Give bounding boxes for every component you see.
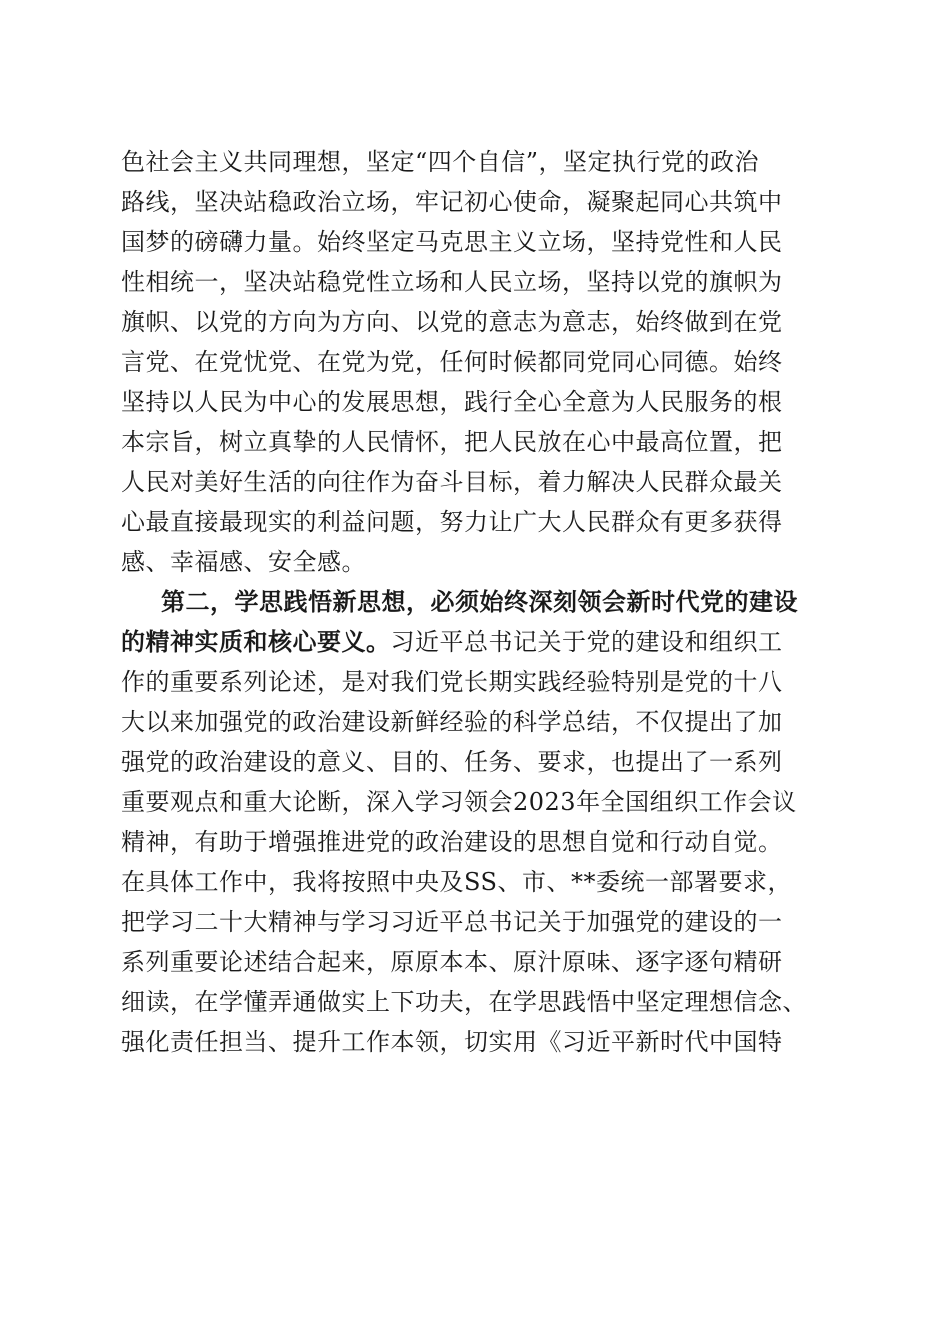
- text-line: [121, 342, 831, 382]
- text-line: [121, 662, 831, 702]
- text-line: [121, 262, 831, 302]
- text-segment: 把学习二十大精神与学习习近平总书记关于加强党的建设的一: [121, 908, 783, 936]
- text-line: [121, 222, 831, 262]
- text-segment: 心最直接最现实的利益问题，努力让广大人民群众有更多获得: [121, 508, 783, 536]
- text-segment: 人民对美好生活的向往作为奋斗目标，着力解决人民群众最关: [121, 468, 783, 496]
- text-line: [121, 422, 831, 462]
- text-segment: 感、幸福感、安全感。: [121, 548, 366, 576]
- text-line: [121, 502, 831, 542]
- text-segment: 言党、在党忧党、在党为党，任何时候都同党同心同德。始终: [121, 348, 783, 376]
- text-line: [121, 1022, 831, 1062]
- text-segment: 强化责任担当、提升工作本领，切实用《习近平新时代中国特: [121, 1028, 783, 1056]
- text-segment: 系列重要论述结合起来，原原本本、原汁原味、逐字逐句精研: [121, 948, 783, 976]
- text-line: [121, 702, 831, 742]
- bold-text-segment: 的精神实质和核心要义。: [121, 627, 391, 656]
- text-line: [121, 782, 831, 822]
- text-segment: 作的重要系列论述，是对我们党长期实践经验特别是党的十八: [121, 668, 783, 696]
- text-line: [121, 462, 831, 502]
- text-segment: 强党的政治建设的意义、目的、任务、要求，也提出了一系列: [121, 748, 783, 776]
- text-line: [121, 582, 831, 622]
- text-segment: 路线，坚决站稳政治立场，牢记初心使命，凝聚起同心共筑中: [121, 188, 783, 216]
- text-segment: 旗帜、以党的方向为方向、以党的意志为意志，始终做到在党: [121, 308, 783, 336]
- text-segment: 习近平总书记关于党的建设和组织工: [390, 628, 783, 656]
- text-segment: 重要观点和重大论断，深入学习领会2023年全国组织工作会议: [121, 788, 797, 816]
- text-segment: 在具体工作中，我将按照中央及SS、市、**委统一部署要求，: [121, 868, 792, 896]
- text-line: [121, 902, 831, 942]
- text-line: [121, 622, 831, 662]
- body-text: [121, 142, 831, 1062]
- text-segment: 精神，有助于增强推进党的政治建设的思想自觉和行动自觉。: [121, 828, 783, 856]
- text-segment: 大以来加强党的政治建设新鲜经验的科学总结，不仅提出了加: [121, 708, 783, 736]
- text-segment: 本宗旨，树立真挚的人民情怀，把人民放在心中最高位置，把: [121, 428, 783, 456]
- text-segment: 细读，在学懂弄通做实上下功夫，在学思践悟中坚定理想信念、: [121, 988, 807, 1016]
- text-line: [121, 542, 831, 582]
- text-segment: 坚持以人民为中心的发展思想，践行全心全意为人民服务的根: [121, 388, 783, 416]
- text-line: [121, 382, 831, 422]
- text-segment: 性相统一，坚决站稳党性立场和人民立场，坚持以党的旗帜为: [121, 268, 783, 296]
- text-line: [121, 142, 831, 182]
- text-segment: 国梦的磅礴力量。始终坚定马克思主义立场，坚持党性和人民: [121, 228, 783, 256]
- text-line: [121, 862, 831, 902]
- text-line: [121, 742, 831, 782]
- text-line: [121, 942, 831, 982]
- text-line: [121, 822, 831, 862]
- text-line: [121, 982, 831, 1022]
- text-line: [121, 302, 831, 342]
- bold-text-segment: 第二，学思践悟新思想，必须始终深刻领会新时代党的建设: [161, 587, 798, 616]
- text-line: [121, 182, 831, 222]
- text-segment: 色社会主义共同理想，坚定“四个自信”，坚定执行党的政治: [121, 148, 760, 176]
